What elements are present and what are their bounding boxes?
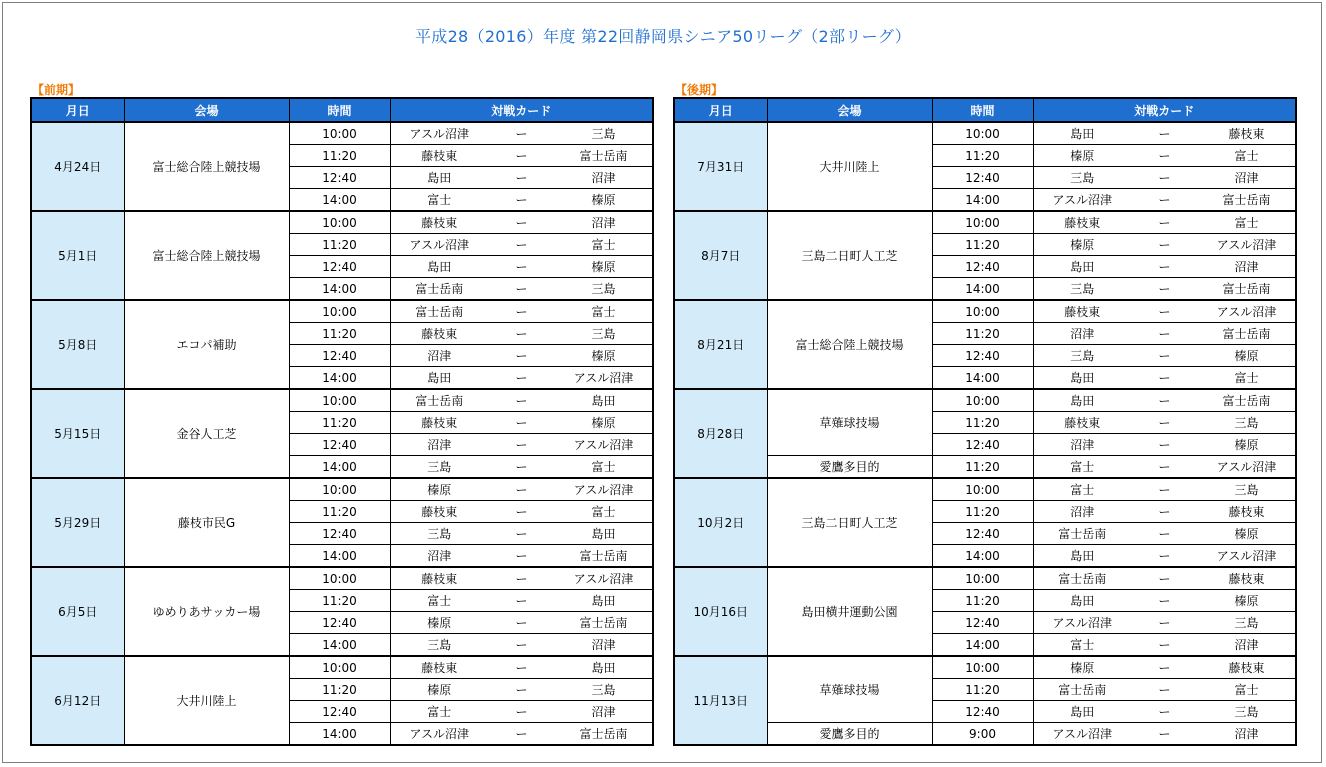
match-time: 12:40 bbox=[289, 167, 390, 189]
away-team: 富士 bbox=[1198, 367, 1296, 390]
match-date: 10月16日 bbox=[674, 567, 767, 656]
versus-dash: ー bbox=[1131, 345, 1198, 367]
match-time: 10:00 bbox=[289, 122, 390, 145]
home-team: 三島 bbox=[1033, 278, 1131, 301]
match-date: 5月1日 bbox=[31, 211, 124, 300]
versus-dash: ー bbox=[1131, 323, 1198, 345]
versus-dash: ー bbox=[488, 211, 555, 234]
away-team: 沼津 bbox=[1198, 167, 1296, 189]
match-time: 10:00 bbox=[289, 389, 390, 412]
home-team: 藤枝東 bbox=[1033, 412, 1131, 434]
away-team: 島田 bbox=[555, 523, 653, 545]
away-team: 榛原 bbox=[555, 345, 653, 367]
away-team: アスル沼津 bbox=[555, 478, 653, 501]
versus-dash: ー bbox=[488, 523, 555, 545]
home-team: アスル沼津 bbox=[1033, 189, 1131, 212]
versus-dash: ー bbox=[1131, 523, 1198, 545]
versus-dash: ー bbox=[1131, 256, 1198, 278]
versus-dash: ー bbox=[488, 323, 555, 345]
match-row bbox=[31, 478, 653, 501]
away-team: 富士岳南 bbox=[555, 545, 653, 568]
match-row bbox=[31, 122, 653, 145]
match-row bbox=[31, 567, 653, 590]
match-time: 10:00 bbox=[932, 567, 1033, 590]
versus-dash: ー bbox=[1131, 367, 1198, 390]
away-team: 榛原 bbox=[555, 412, 653, 434]
home-team: 藤枝東 bbox=[390, 656, 488, 679]
away-team: アスル沼津 bbox=[1198, 300, 1296, 323]
versus-dash: ー bbox=[1131, 478, 1198, 501]
match-venue: 富士総合陸上競技場 bbox=[767, 300, 932, 389]
versus-dash: ー bbox=[488, 723, 555, 746]
home-team: 島田 bbox=[390, 167, 488, 189]
match-row bbox=[31, 656, 653, 679]
versus-dash: ー bbox=[1131, 456, 1198, 479]
versus-dash: ー bbox=[488, 478, 555, 501]
away-team: 榛原 bbox=[1198, 590, 1296, 612]
away-team: 榛原 bbox=[1198, 345, 1296, 367]
match-date: 4月24日 bbox=[31, 122, 124, 211]
away-team: 富士 bbox=[1198, 145, 1296, 167]
versus-dash: ー bbox=[488, 701, 555, 723]
away-team: 富士岳南 bbox=[1198, 389, 1296, 412]
match-date: 8月7日 bbox=[674, 211, 767, 300]
away-team: 藤枝東 bbox=[1198, 501, 1296, 523]
home-team: 沼津 bbox=[1033, 323, 1131, 345]
home-team: 三島 bbox=[390, 523, 488, 545]
match-time: 12:40 bbox=[932, 701, 1033, 723]
versus-dash: ー bbox=[1131, 612, 1198, 634]
versus-dash: ー bbox=[1131, 567, 1198, 590]
match-venue: エコパ補助 bbox=[124, 300, 289, 389]
match-time: 12:40 bbox=[932, 167, 1033, 189]
versus-dash: ー bbox=[488, 656, 555, 679]
versus-dash: ー bbox=[1131, 434, 1198, 456]
home-team: 三島 bbox=[390, 634, 488, 657]
match-time: 11:20 bbox=[289, 590, 390, 612]
page-title: 平成28（2016）年度 第22回静岡県シニア50リーグ（2部リーグ） bbox=[414, 27, 912, 46]
away-team: アスル沼津 bbox=[555, 567, 653, 590]
away-team: 三島 bbox=[1198, 701, 1296, 723]
versus-dash: ー bbox=[488, 189, 555, 212]
versus-dash: ー bbox=[488, 167, 555, 189]
match-time: 9:00 bbox=[932, 723, 1033, 746]
home-team: 榛原 bbox=[390, 478, 488, 501]
match-time: 14:00 bbox=[289, 189, 390, 212]
match-time: 10:00 bbox=[289, 656, 390, 679]
home-team: 沼津 bbox=[390, 345, 488, 367]
away-team: 富士 bbox=[555, 501, 653, 523]
match-time: 11:20 bbox=[289, 501, 390, 523]
match-date: 8月21日 bbox=[674, 300, 767, 389]
match-venue: 金谷人工芝 bbox=[124, 389, 289, 478]
match-time: 11:20 bbox=[932, 412, 1033, 434]
match-time: 14:00 bbox=[932, 278, 1033, 301]
away-team: 榛原 bbox=[1198, 434, 1296, 456]
away-team: 榛原 bbox=[555, 256, 653, 278]
away-team: 富士岳南 bbox=[1198, 189, 1296, 212]
home-team: 島田 bbox=[1033, 545, 1131, 568]
home-team: 榛原 bbox=[1033, 145, 1131, 167]
home-team: 三島 bbox=[1033, 167, 1131, 189]
match-time: 12:40 bbox=[932, 523, 1033, 545]
match-time: 11:20 bbox=[289, 234, 390, 256]
away-team: 三島 bbox=[1198, 612, 1296, 634]
match-time: 14:00 bbox=[289, 367, 390, 390]
match-time: 12:40 bbox=[289, 701, 390, 723]
away-team: 沼津 bbox=[555, 701, 653, 723]
first-half-table bbox=[30, 97, 654, 746]
versus-dash: ー bbox=[1131, 723, 1198, 746]
versus-dash: ー bbox=[1131, 501, 1198, 523]
second-half-label: 【後期】 bbox=[675, 83, 724, 97]
match-time: 12:40 bbox=[932, 256, 1033, 278]
home-team: 藤枝東 bbox=[390, 412, 488, 434]
header-date: 月日 bbox=[674, 98, 767, 122]
versus-dash: ー bbox=[488, 345, 555, 367]
first-half-label: 【前期】 bbox=[32, 83, 81, 97]
versus-dash: ー bbox=[1131, 679, 1198, 701]
match-venue: ゆめりあサッカー場 bbox=[124, 567, 289, 656]
header-time: 時間 bbox=[289, 98, 390, 122]
match-row bbox=[674, 300, 1296, 323]
header-venue: 会場 bbox=[124, 98, 289, 122]
away-team: 沼津 bbox=[1198, 723, 1296, 746]
home-team: 富士岳南 bbox=[390, 300, 488, 323]
away-team: アスル沼津 bbox=[1198, 456, 1296, 479]
home-team: 富士 bbox=[1033, 456, 1131, 479]
versus-dash: ー bbox=[1131, 145, 1198, 167]
versus-dash: ー bbox=[488, 145, 555, 167]
match-time: 11:20 bbox=[289, 145, 390, 167]
away-team: 島田 bbox=[555, 656, 653, 679]
match-time: 10:00 bbox=[289, 567, 390, 590]
versus-dash: ー bbox=[488, 590, 555, 612]
away-team: アスル沼津 bbox=[1198, 545, 1296, 568]
away-team: 島田 bbox=[555, 590, 653, 612]
away-team: 富士 bbox=[1198, 211, 1296, 234]
match-time: 10:00 bbox=[932, 656, 1033, 679]
home-team: 榛原 bbox=[390, 679, 488, 701]
match-time: 11:20 bbox=[289, 679, 390, 701]
match-time: 14:00 bbox=[932, 367, 1033, 390]
home-team: アスル沼津 bbox=[390, 122, 488, 145]
versus-dash: ー bbox=[1131, 656, 1198, 679]
match-time: 10:00 bbox=[932, 211, 1033, 234]
home-team: 島田 bbox=[1033, 367, 1131, 390]
away-team: 富士岳南 bbox=[1198, 323, 1296, 345]
match-venue: 草薙球技場 bbox=[767, 656, 932, 723]
versus-dash: ー bbox=[1131, 234, 1198, 256]
match-time: 11:20 bbox=[932, 145, 1033, 167]
match-date: 5月8日 bbox=[31, 300, 124, 389]
versus-dash: ー bbox=[1131, 590, 1198, 612]
home-team: 藤枝東 bbox=[390, 323, 488, 345]
match-date: 8月28日 bbox=[674, 389, 767, 478]
away-team: 沼津 bbox=[555, 634, 653, 657]
match-time: 12:40 bbox=[932, 612, 1033, 634]
match-venue: 大井川陸上 bbox=[767, 122, 932, 211]
match-row bbox=[31, 389, 653, 412]
match-time: 10:00 bbox=[932, 122, 1033, 145]
away-team: 三島 bbox=[555, 679, 653, 701]
versus-dash: ー bbox=[488, 434, 555, 456]
versus-dash: ー bbox=[488, 412, 555, 434]
match-venue: 草薙球技場 bbox=[767, 389, 932, 456]
away-team: 富士岳南 bbox=[1198, 278, 1296, 301]
versus-dash: ー bbox=[488, 300, 555, 323]
match-row bbox=[674, 656, 1296, 679]
versus-dash: ー bbox=[1131, 545, 1198, 568]
match-venue: 愛鷹多目的 bbox=[767, 723, 932, 746]
match-row bbox=[674, 723, 1296, 746]
match-time: 10:00 bbox=[932, 389, 1033, 412]
home-team: 藤枝東 bbox=[390, 211, 488, 234]
match-time: 14:00 bbox=[932, 634, 1033, 657]
match-time: 11:20 bbox=[932, 679, 1033, 701]
match-row bbox=[31, 211, 653, 234]
match-venue: 三島二日町人工芝 bbox=[767, 211, 932, 300]
header-time: 時間 bbox=[932, 98, 1033, 122]
match-time: 14:00 bbox=[932, 545, 1033, 568]
home-team: 富士 bbox=[1033, 634, 1131, 657]
home-team: 島田 bbox=[1033, 389, 1131, 412]
away-team: 富士岳南 bbox=[555, 145, 653, 167]
match-venue: 富士総合陸上競技場 bbox=[124, 122, 289, 211]
home-team: 島田 bbox=[1033, 590, 1131, 612]
versus-dash: ー bbox=[488, 501, 555, 523]
away-team: 榛原 bbox=[555, 189, 653, 212]
home-team: 富士 bbox=[390, 189, 488, 212]
away-team: 藤枝東 bbox=[1198, 122, 1296, 145]
away-team: 富士 bbox=[555, 300, 653, 323]
match-time: 14:00 bbox=[289, 278, 390, 301]
versus-dash: ー bbox=[488, 256, 555, 278]
away-team: 沼津 bbox=[1198, 256, 1296, 278]
match-time: 14:00 bbox=[289, 634, 390, 657]
home-team: 榛原 bbox=[1033, 234, 1131, 256]
home-team: 藤枝東 bbox=[390, 145, 488, 167]
versus-dash: ー bbox=[488, 456, 555, 479]
home-team: 榛原 bbox=[1033, 656, 1131, 679]
match-time: 12:40 bbox=[289, 345, 390, 367]
match-time: 11:20 bbox=[932, 456, 1033, 479]
home-team: 三島 bbox=[1033, 345, 1131, 367]
match-time: 14:00 bbox=[289, 456, 390, 479]
home-team: 富士 bbox=[390, 701, 488, 723]
home-team: 藤枝東 bbox=[390, 567, 488, 590]
match-time: 10:00 bbox=[289, 478, 390, 501]
match-row bbox=[674, 211, 1296, 234]
home-team: 島田 bbox=[1033, 701, 1131, 723]
versus-dash: ー bbox=[1131, 300, 1198, 323]
match-date: 5月15日 bbox=[31, 389, 124, 478]
home-team: 島田 bbox=[1033, 256, 1131, 278]
away-team: アスル沼津 bbox=[1198, 234, 1296, 256]
versus-dash: ー bbox=[1131, 634, 1198, 657]
home-team: 藤枝東 bbox=[1033, 211, 1131, 234]
match-venue: 島田横井運動公園 bbox=[767, 567, 932, 656]
away-team: アスル沼津 bbox=[555, 434, 653, 456]
match-time: 11:20 bbox=[932, 501, 1033, 523]
home-team: 沼津 bbox=[1033, 434, 1131, 456]
home-team: 藤枝東 bbox=[390, 501, 488, 523]
home-team: 沼津 bbox=[1033, 501, 1131, 523]
home-team: 榛原 bbox=[390, 612, 488, 634]
home-team: 三島 bbox=[390, 456, 488, 479]
home-team: 富士 bbox=[390, 590, 488, 612]
match-venue: 富士総合陸上競技場 bbox=[124, 211, 289, 300]
versus-dash: ー bbox=[488, 367, 555, 390]
versus-dash: ー bbox=[1131, 211, 1198, 234]
away-team: 三島 bbox=[1198, 412, 1296, 434]
match-date: 7月31日 bbox=[674, 122, 767, 211]
header-card: 対戦カード bbox=[1033, 98, 1296, 122]
header-card: 対戦カード bbox=[390, 98, 653, 122]
match-date: 5月29日 bbox=[31, 478, 124, 567]
match-time: 14:00 bbox=[289, 723, 390, 746]
home-team: 沼津 bbox=[390, 545, 488, 568]
match-time: 12:40 bbox=[289, 434, 390, 456]
away-team: 沼津 bbox=[555, 211, 653, 234]
away-team: 沼津 bbox=[1198, 634, 1296, 657]
match-date: 6月12日 bbox=[31, 656, 124, 745]
match-time: 10:00 bbox=[289, 211, 390, 234]
versus-dash: ー bbox=[1131, 122, 1198, 145]
match-date: 10月2日 bbox=[674, 478, 767, 567]
versus-dash: ー bbox=[1131, 167, 1198, 189]
versus-dash: ー bbox=[488, 389, 555, 412]
away-team: 三島 bbox=[1198, 478, 1296, 501]
away-team: 沼津 bbox=[555, 167, 653, 189]
match-time: 11:20 bbox=[932, 323, 1033, 345]
home-team: アスル沼津 bbox=[1033, 612, 1131, 634]
away-team: アスル沼津 bbox=[555, 367, 653, 390]
away-team: 富士 bbox=[555, 456, 653, 479]
home-team: アスル沼津 bbox=[390, 234, 488, 256]
home-team: 富士岳南 bbox=[390, 278, 488, 301]
home-team: 沼津 bbox=[390, 434, 488, 456]
versus-dash: ー bbox=[488, 234, 555, 256]
versus-dash: ー bbox=[1131, 278, 1198, 301]
match-row bbox=[674, 478, 1296, 501]
away-team: 藤枝東 bbox=[1198, 656, 1296, 679]
match-row bbox=[674, 456, 1296, 479]
match-venue: 藤枝市民G bbox=[124, 478, 289, 567]
match-date: 11月13日 bbox=[674, 656, 767, 745]
away-team: 富士岳南 bbox=[555, 723, 653, 746]
match-venue: 三島二日町人工芝 bbox=[767, 478, 932, 567]
home-team: 富士岳南 bbox=[1033, 679, 1131, 701]
home-team: 富士 bbox=[1033, 478, 1131, 501]
match-time: 14:00 bbox=[289, 545, 390, 568]
versus-dash: ー bbox=[1131, 412, 1198, 434]
match-time: 11:20 bbox=[932, 234, 1033, 256]
versus-dash: ー bbox=[488, 567, 555, 590]
match-time: 12:40 bbox=[289, 256, 390, 278]
home-team: 富士岳南 bbox=[1033, 567, 1131, 590]
match-row bbox=[674, 122, 1296, 145]
versus-dash: ー bbox=[488, 545, 555, 568]
away-team: 富士 bbox=[1198, 679, 1296, 701]
header-date: 月日 bbox=[31, 98, 124, 122]
away-team: 富士 bbox=[555, 234, 653, 256]
home-team: アスル沼津 bbox=[390, 723, 488, 746]
match-time: 12:40 bbox=[932, 434, 1033, 456]
match-venue: 大井川陸上 bbox=[124, 656, 289, 745]
versus-dash: ー bbox=[488, 679, 555, 701]
home-team: 富士岳南 bbox=[390, 389, 488, 412]
home-team: 島田 bbox=[390, 367, 488, 390]
match-time: 12:40 bbox=[932, 345, 1033, 367]
second-half-table bbox=[673, 97, 1297, 746]
match-venue: 愛鷹多目的 bbox=[767, 456, 932, 479]
versus-dash: ー bbox=[488, 278, 555, 301]
versus-dash: ー bbox=[1131, 389, 1198, 412]
away-team: 三島 bbox=[555, 323, 653, 345]
match-time: 11:20 bbox=[289, 412, 390, 434]
match-row bbox=[674, 567, 1296, 590]
match-time: 11:20 bbox=[932, 590, 1033, 612]
home-team: 島田 bbox=[390, 256, 488, 278]
versus-dash: ー bbox=[488, 122, 555, 145]
away-team: 三島 bbox=[555, 122, 653, 145]
away-team: 富士岳南 bbox=[555, 612, 653, 634]
home-team: 藤枝東 bbox=[1033, 300, 1131, 323]
match-time: 10:00 bbox=[289, 300, 390, 323]
away-team: 三島 bbox=[555, 278, 653, 301]
match-time: 11:20 bbox=[289, 323, 390, 345]
away-team: 榛原 bbox=[1198, 523, 1296, 545]
match-time: 10:00 bbox=[932, 478, 1033, 501]
match-time: 10:00 bbox=[932, 300, 1033, 323]
match-date: 6月5日 bbox=[31, 567, 124, 656]
home-team: 富士岳南 bbox=[1033, 523, 1131, 545]
home-team: アスル沼津 bbox=[1033, 723, 1131, 746]
versus-dash: ー bbox=[1131, 189, 1198, 212]
match-time: 14:00 bbox=[932, 189, 1033, 212]
match-time: 12:40 bbox=[289, 612, 390, 634]
header-venue: 会場 bbox=[767, 98, 932, 122]
away-team: 島田 bbox=[555, 389, 653, 412]
away-team: 藤枝東 bbox=[1198, 567, 1296, 590]
match-time: 12:40 bbox=[289, 523, 390, 545]
versus-dash: ー bbox=[1131, 701, 1198, 723]
versus-dash: ー bbox=[488, 612, 555, 634]
home-team: 島田 bbox=[1033, 122, 1131, 145]
match-row bbox=[31, 300, 653, 323]
versus-dash: ー bbox=[488, 634, 555, 657]
match-row bbox=[674, 389, 1296, 412]
